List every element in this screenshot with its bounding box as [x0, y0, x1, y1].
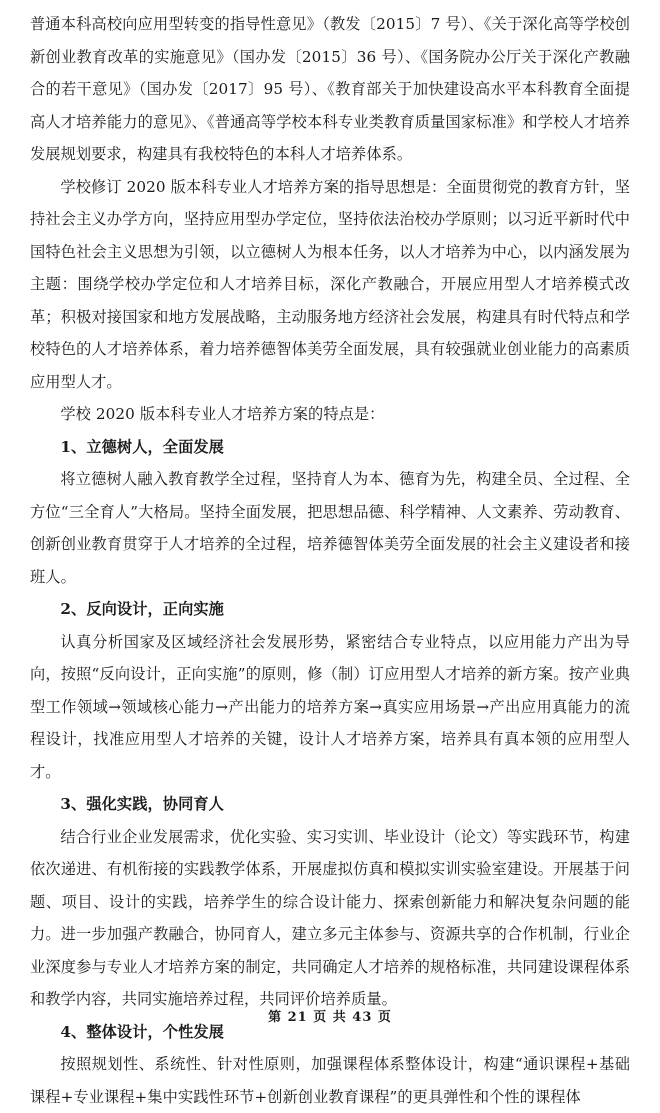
heading-item-3: 3、强化实践，协同育人 [60, 795, 224, 813]
heading-item-4: 4、整体设计，个性发展 [60, 1022, 224, 1041]
paragraph-item-4-body: 按照规划性、系统性、针对性原则，加强课程体系整体设计，构建“通识课程+基础课程+专业课程+集中实践性环节+创新创业教育课程”的更具弹性和个性的课程体 [30, 1055, 630, 1106]
paragraph-guiding-ideology: 学校修订 2020 版本科专业人才培养方案的指导思想是：全面贯彻党的教育方针，坚持社会主义办学方向，坚持应用型办学定位，坚持依法治校办学原则；以习近平新时代中国特色社会主义思想为引领，以立德树人为根本任务，以人才培养为中心，以内涵发展为主题：围绕学校办学定位和人才培养目标，深化产教融合，开展应用型人才培养模式改革；积极对接国家和地方发展战略，主动服务地方经济社会发展，构建具有时代特点和学校特色的人才培养体系，着力培养德智体美劳全面发展，具有较强就业创业能力的高素质应用型人才。 [30, 177, 630, 391]
paragraph-continuation: 普通本科高校向应用型转变的指导性意见》（教发〔2015〕7 号）、《关于深化高等学校创新创业教育改革的实施意见》（国办发〔2015〕36 号）、《国务院办公厅关于深化产教融合的若干意见》（国办发〔2017〕95 号）、《教育部关于加快建设高水平本科教育全面提高人才培养能力的意见》、《普通高等学校本科专业类教育质量国家标准》和学校人才培养发展规划要求，构建具有我校特色的本科人才培养体系。 [30, 15, 630, 163]
paragraph-item-1-body: 将立德树人融入教育教学全过程，坚持育人为本、德育为先，构建全员、全过程、全方位“三全育人”大格局。坚持全面发展，把思想品德、科学精神、人文素养、劳动教育、创新创业教育贯穿于人才培养的全过程，培养德智体美劳全面发展的社会主义建设者和接班人。 [30, 470, 630, 586]
document-body [30, 8, 630, 1113]
paragraph-features-intro: 学校 2020 版本科专业人才培养方案的特点是： [60, 405, 385, 423]
heading-item-1: 1、立德树人，全面发展 [60, 437, 224, 456]
paragraph-item-2-body: 认真分析国家及区域经济社会发展形势，紧密结合专业特点，以应用能力产出为导向，按照“反向设计，正向实施”的原则，修（制）订应用型人才培养的新方案。按产业典型工作领域→领域核心能力→产出能力的培养方案→真实应用场景→产出应用真能力的流程设计，找准应用型人才培养的关键，设计人才培养方案，培养具有真本领的应用型人才。 [30, 632, 630, 781]
heading-item-2: 2、反向设计，正向实施 [60, 600, 224, 618]
page-footer: 第 21 页 共 43 页 [268, 1010, 392, 1025]
paragraph-item-3-body: 结合行业企业发展需求，优化实验、实习实训、毕业设计（论文）等实践环节，构建依次递进、有机衔接的实践教学体系，开展虚拟仿真和模拟实训实验室建设。开展基于问题、项目、设计的实践，培养学生的综合设计能力、探索创新能力和解决复杂问题的能力。进一步加强产教融合，协同育人，建立多元主体参与、资源共享的合作机制，行业企业深度参与专业人才培养方案的制定，共同确定人才培养的规格标准，共同建设课程体系和教学内容，共同实施培养过程，共同评价培养质量。 [30, 827, 630, 1008]
